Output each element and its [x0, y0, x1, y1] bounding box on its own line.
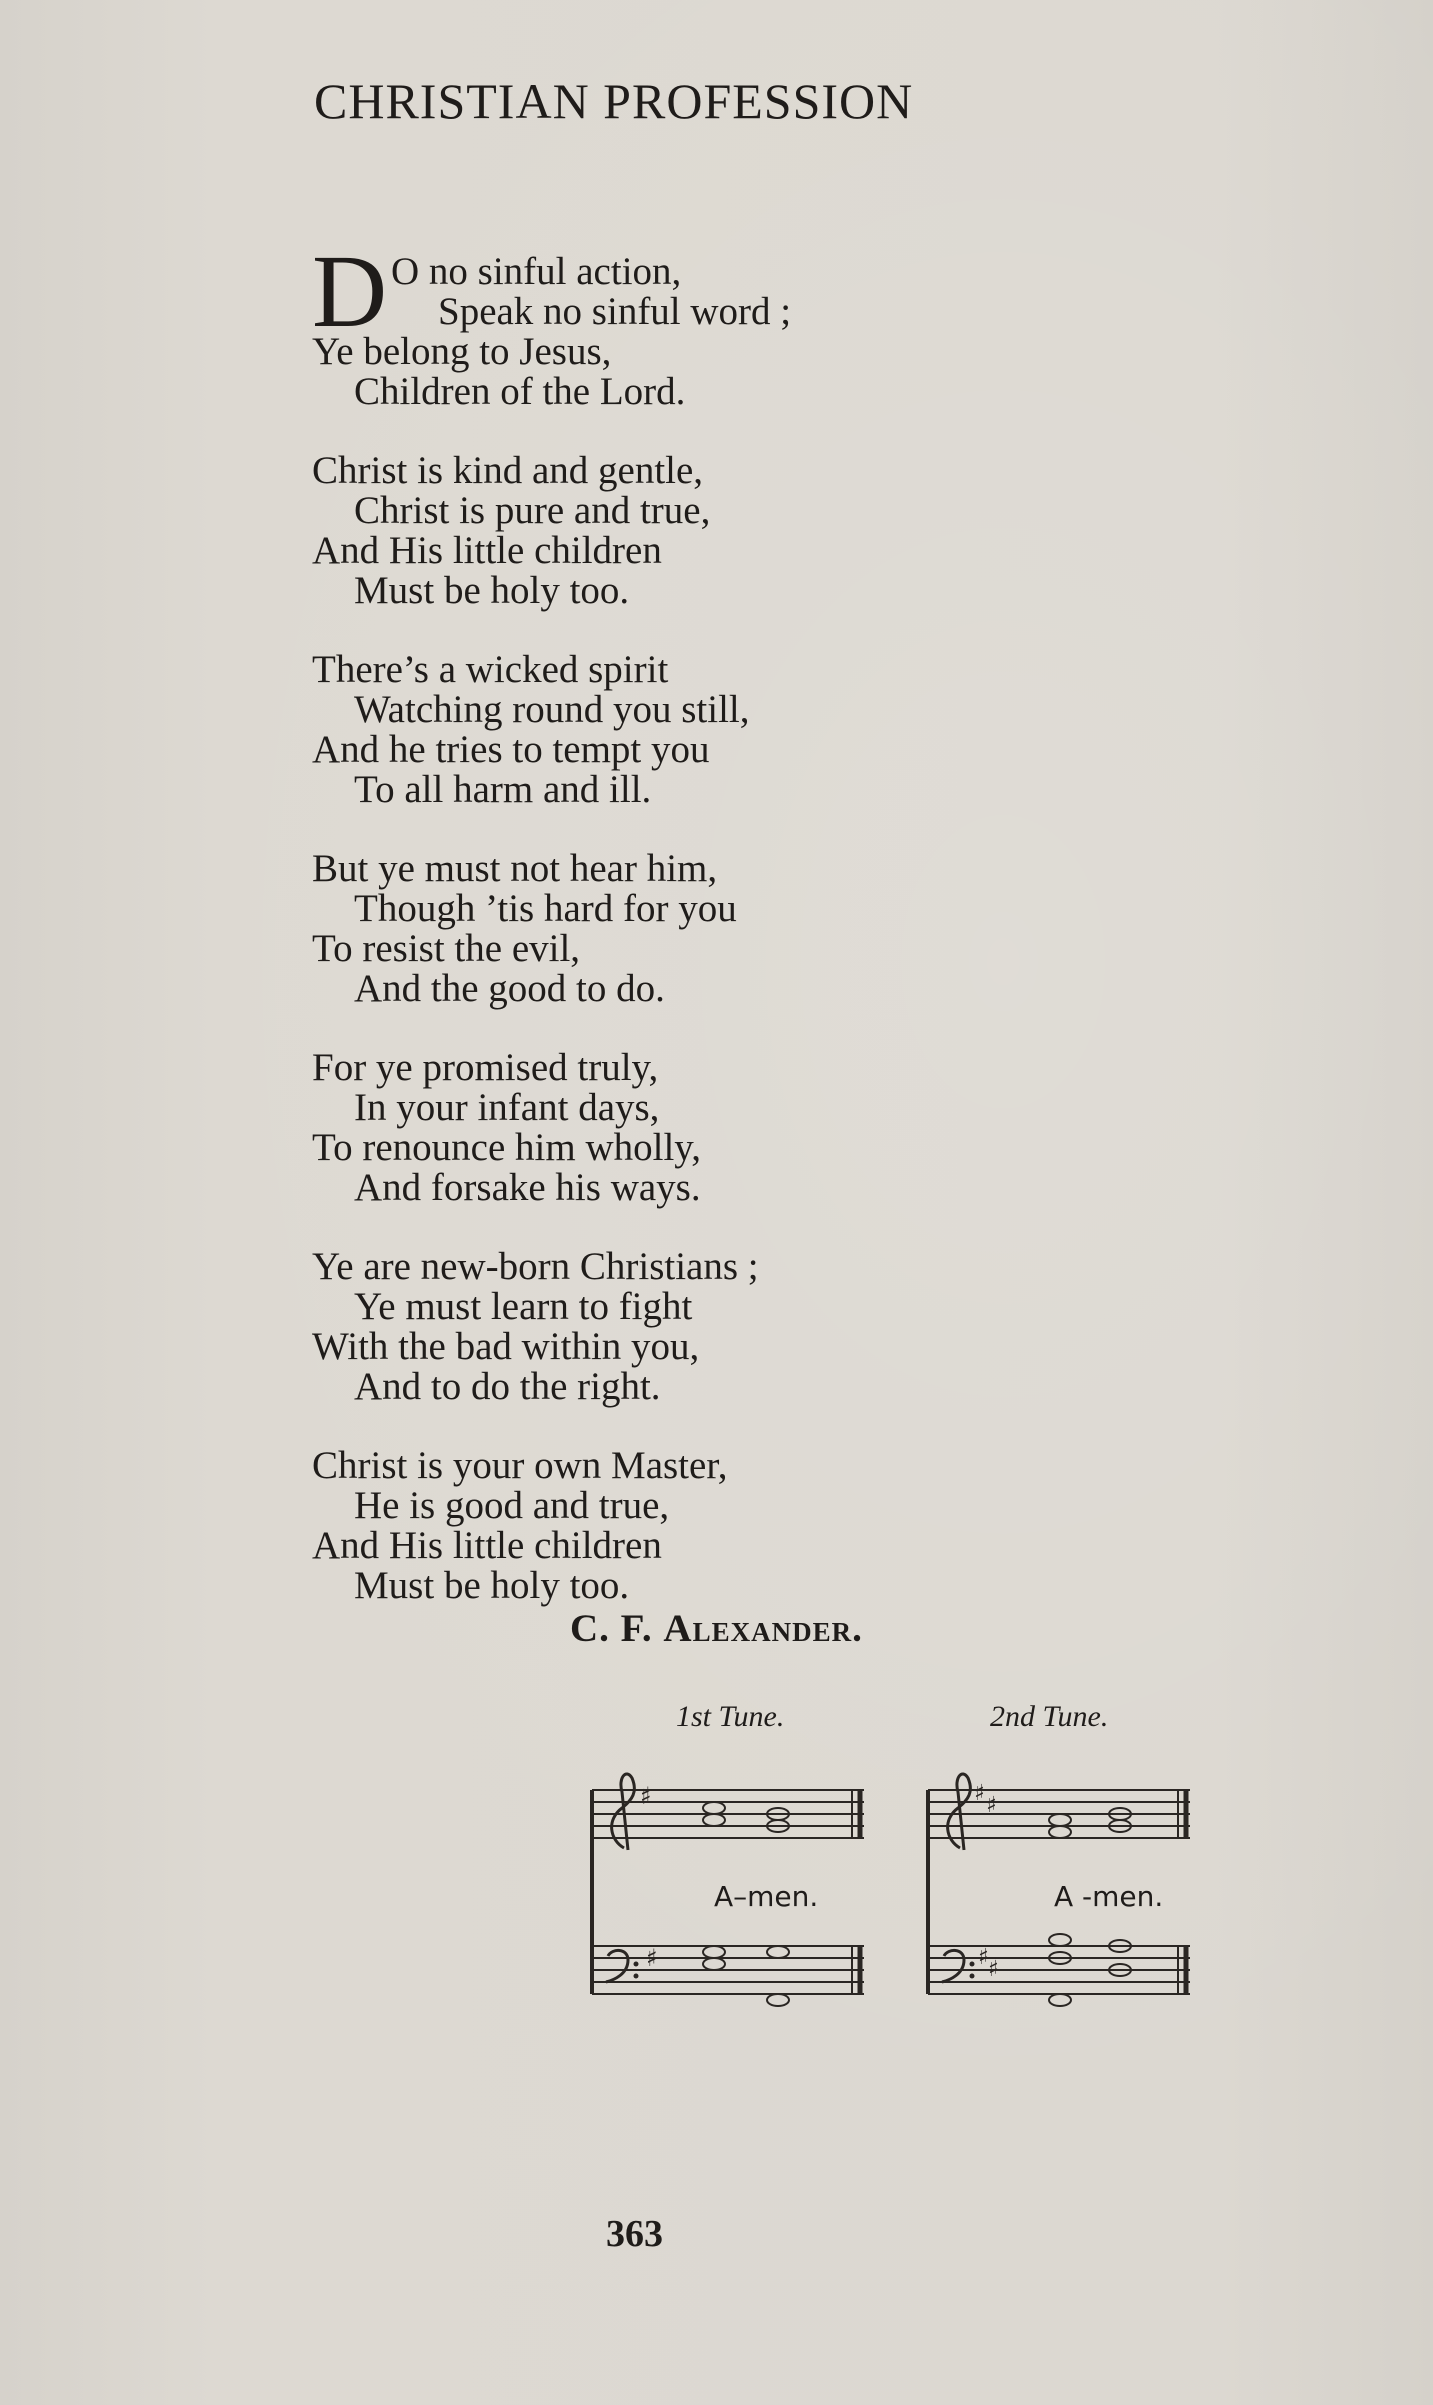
hymn-line: Must be holy too.	[354, 1564, 630, 1607]
hymn-line: Ye must learn to fight	[354, 1285, 693, 1328]
tune-label-second: 2nd Tune.	[990, 1700, 1109, 1733]
stanza	[312, 1048, 1012, 1208]
hymn-line: And the good to do.	[354, 967, 665, 1010]
svg-text:♯: ♯	[974, 1781, 985, 1806]
page-number: 363	[606, 2213, 663, 2255]
hymn-line: In your infant days,	[354, 1086, 660, 1129]
hymn-line: And he tries to tempt you	[312, 728, 710, 771]
svg-text:♯: ♯	[988, 1957, 999, 1982]
hymn-second-line: Speak no sinful word ;	[438, 290, 792, 333]
author-surname: Alexander.	[663, 1607, 863, 1650]
stanza	[312, 849, 1012, 1009]
hymn-line: Christ is kind and gentle,	[312, 449, 704, 492]
drop-cap: D	[312, 234, 388, 349]
hymn-line: Though ’tis hard for you	[354, 887, 737, 930]
hymn-line: To renounce him wholly,	[312, 1126, 701, 1169]
svg-text:♯: ♯	[986, 1793, 997, 1818]
hymn-line: And His little children	[312, 529, 662, 572]
hymn-text	[312, 234, 1012, 1645]
stanza	[312, 234, 1012, 413]
hymn-line: But ye must not hear him,	[312, 847, 718, 890]
hymn-line: To all harm and ill.	[354, 768, 652, 811]
hymn-line: There’s a wicked spirit	[312, 648, 669, 691]
first-line-text: O no sinful action,	[391, 250, 682, 293]
hymn-line: Children of the Lord.	[354, 370, 686, 413]
stanza	[312, 1446, 1012, 1606]
stanza	[312, 451, 1012, 611]
hymn-line: Must be holy too.	[354, 569, 630, 612]
hymn-line: And to do the right.	[354, 1365, 661, 1408]
hymn-line: And forsake his ways.	[354, 1166, 701, 1209]
music-notation-second	[924, 1770, 1194, 2020]
hymn-line: Watching round you still,	[354, 688, 750, 731]
svg-text:♯: ♯	[978, 1945, 989, 1970]
amen-music-second	[924, 1770, 1194, 2025]
hymn-author	[570, 1606, 863, 1651]
author-initials: C. F.	[570, 1607, 653, 1650]
hymn-line: With the bad within you,	[312, 1325, 700, 1368]
tune-label-first: 1st Tune.	[676, 1700, 785, 1733]
hymn-line: He is good and true,	[354, 1484, 670, 1527]
stanza	[312, 650, 1012, 810]
hymn-line: Christ is your own Master,	[312, 1444, 728, 1487]
amen-music-first	[588, 1770, 868, 2025]
svg-text:♯: ♯	[640, 1782, 652, 1810]
page-header-title: CHRISTIAN PROFESSION	[314, 73, 914, 129]
svg-text:♯: ♯	[646, 1944, 658, 1972]
hymn-line: Ye are new-born Christians ;	[312, 1245, 759, 1288]
stanza-list	[312, 451, 1012, 1606]
amen-lyric-second: A -men.	[1054, 1880, 1164, 1913]
hymn-line: Ye belong to Jesus,	[312, 330, 612, 373]
first-stanza-tail	[312, 332, 1012, 412]
stanza	[312, 1247, 1012, 1407]
hymn-line: To resist the evil,	[312, 927, 581, 970]
amen-lyric-first: A–men.	[714, 1880, 819, 1913]
hymn-line: Christ is pure and true,	[354, 489, 711, 532]
hymn-line: And His little children	[312, 1524, 662, 1567]
hymn-line: For ye promised truly,	[312, 1046, 659, 1089]
music-notation-first	[588, 1770, 868, 2020]
